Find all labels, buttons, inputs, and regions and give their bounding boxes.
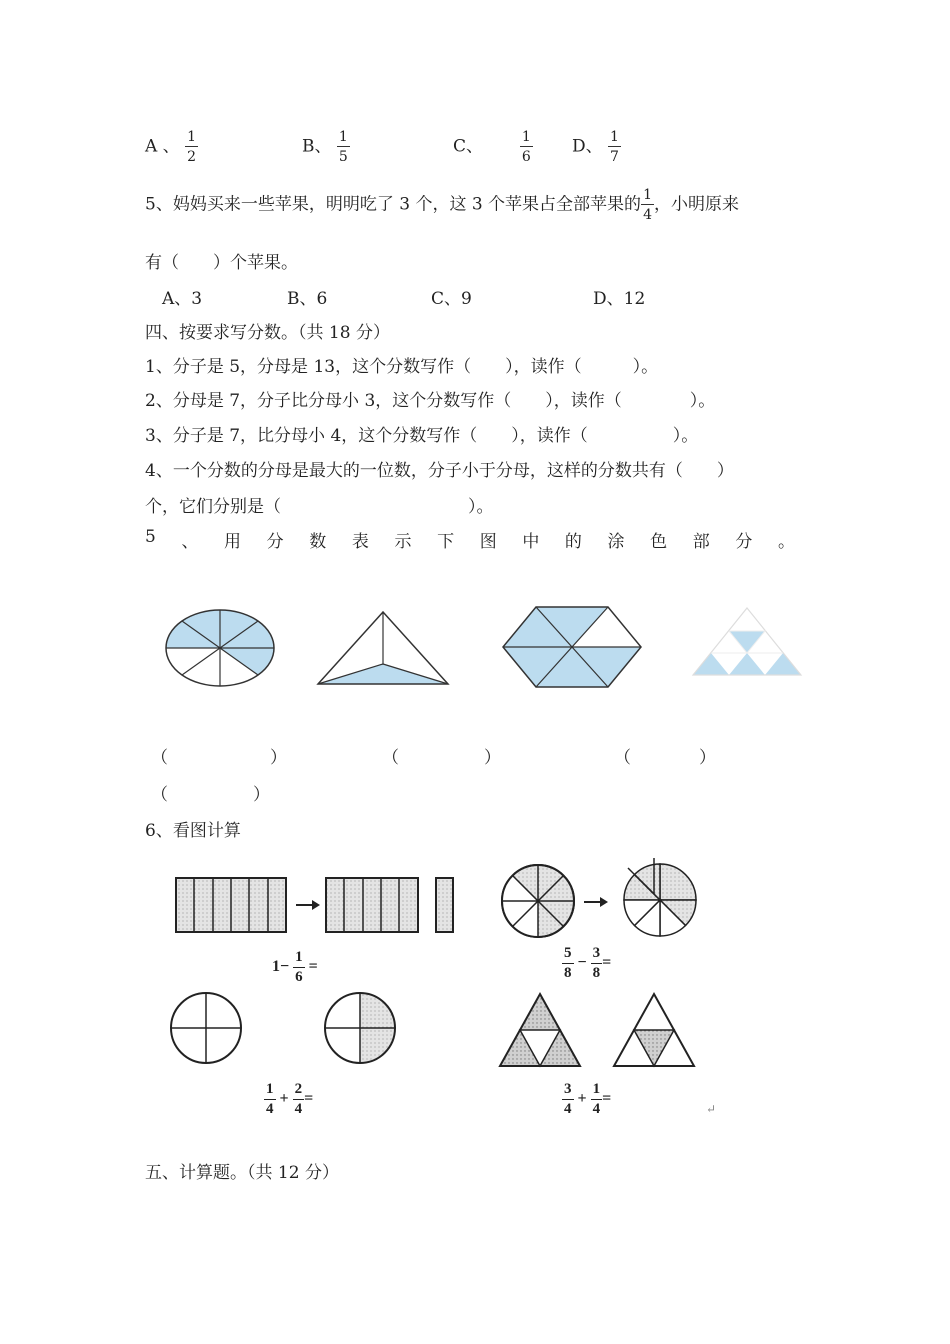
q5-line2: 有（ ）个苹果。 [145, 253, 298, 273]
q5-option-d: D、12 [593, 289, 646, 309]
answer-blank-1[interactable]: （ ） [151, 748, 287, 768]
fraction: $\frac{1}{5}$ [338, 129, 348, 165]
triangle-figure [314, 608, 452, 688]
calc-equation-2: $\frac{5}{8}$ − $\frac{3}{8}$ = [564, 945, 612, 981]
q4-option-d [572, 130, 621, 164]
q5-option-c: C、9 [431, 289, 472, 309]
triangles-diagram [496, 990, 702, 1070]
s4-q5-prompt: 5 、 用 分 数 表 示 下 图 中 的 涂 色 部 分 。 [145, 527, 795, 552]
q5-option-b: B、6 [287, 289, 328, 309]
s4-q4-line2: 个，它们分别是（ ）。 [145, 497, 494, 517]
option-label: B、 [302, 136, 332, 157]
circles-diagram [166, 990, 404, 1066]
calc-equation-1: 1− $\frac{1}{6}$ = [272, 949, 318, 985]
answer-blank-2[interactable]: （ ） [382, 748, 501, 768]
ellipse-figure [162, 606, 278, 690]
q5-text-before: 5、妈妈买来一些苹果，明明吃了 3 个，这 3 个苹果占全部苹果的 [145, 194, 642, 215]
option-label: D、 [572, 136, 603, 157]
q4-option-a [145, 130, 198, 164]
calc-equation-3: $\frac{1}{4}$ + $\frac{2}{4}$ = [266, 1081, 314, 1117]
section4-title: 四、按要求写分数。（共 18 分） [145, 323, 390, 343]
s4-q4-line1: 4、一个分数的分母是最大的一位数，分子小于分母，这样的分数共有（ ） [145, 461, 734, 481]
s4-q3: 3、分子是 7，比分母小 4，这个分数写作（ ），读作（ ）。 [145, 426, 699, 446]
pie-diagram [498, 856, 704, 940]
s4-q2: 2、分母是 7，分子比分母小 3，这个分数写作（ ），读作（ ）。 [145, 391, 716, 411]
q4-option-b [302, 130, 350, 164]
answer-blank-4[interactable]: （ ） [151, 785, 270, 805]
calc-equation-4: $\frac{3}{4}$ + $\frac{1}{4}$ = [564, 1081, 612, 1117]
hexagon-figure [500, 604, 644, 690]
fraction: $\frac{1}{2}$ [187, 129, 197, 165]
option-label: A 、 [145, 136, 180, 157]
fraction: $\frac{1}{7}$ [610, 129, 619, 165]
rectangle-strip-diagram [174, 876, 456, 934]
answer-blank-3[interactable]: （ ） [614, 748, 716, 768]
fraction: $\frac{1}{4}$ [643, 187, 652, 223]
q5-text-after: ，小明原来 [653, 194, 739, 215]
s4-q1: 1、分子是 5，分母是 13，这个分数写作（ ），读作（ ）。 [145, 357, 659, 377]
triangle-grid-figure [690, 604, 804, 678]
s4-q6-title: 6、看图计算 [145, 821, 241, 841]
q4-option-c [453, 130, 533, 164]
option-label: C、 [453, 136, 484, 157]
q5-line1 [145, 188, 739, 222]
section5-title: 五、计算题。（共 12 分） [145, 1163, 339, 1183]
return-mark: ↵ [706, 1102, 717, 1116]
q5-option-a: A、3 [162, 289, 203, 309]
fraction: $\frac{1}{6}$ [521, 129, 531, 165]
